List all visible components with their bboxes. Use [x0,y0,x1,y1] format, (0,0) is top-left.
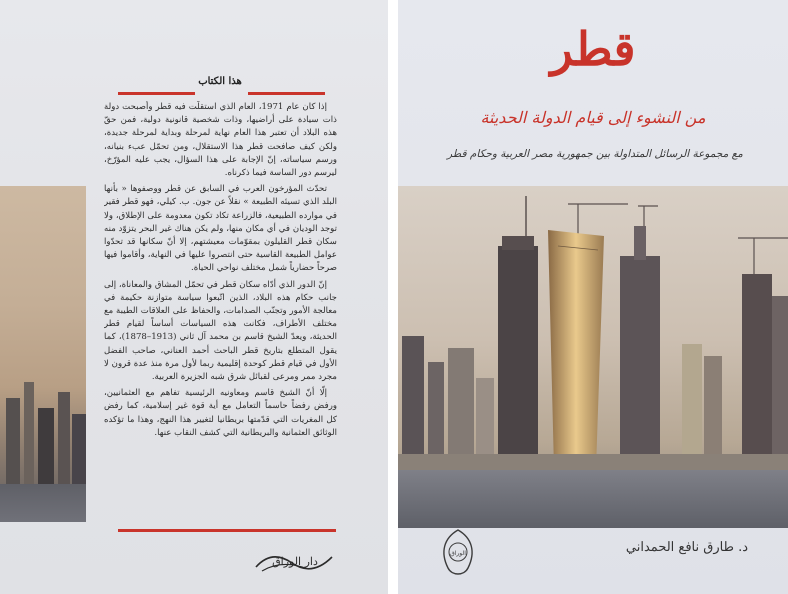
back-photo-water [0,484,86,522]
back-cover-body [104,101,337,521]
publisher-name: دار الوراق [272,555,318,568]
publisher-logo [252,545,338,575]
body-paragraph-4: إلّا أنّ الشيخ قاسم ومعاونيه الرئيسية تفاهم مع العثمانيين، ورفض رفضاً حاسماً التعامل مع أية قوة غير إسلامية، كما رفض كل المغريات التي قدّمتها بريطانيا لتغيير هذا النهج، وهذا ما تؤكده الوثائق العثمانية والبريطانية التي كشف النقاب عنها. [104,388,337,438]
red-divider-right [248,92,325,95]
seal-text: الوراق [450,550,466,557]
publisher-seal-icon [438,528,478,580]
back-cover [0,0,388,594]
body-paragraph-1: إذا كان عام 1971، العام الذي استقلّت فيه قطر وأصبحت دولة ذات سيادة على أراضيها، وذات شخصية قانونية دولية، فمن حقّ هذه البلاد أن تعتبر هذا العام نهاية لمرحلة وبداية لمرحلة جديدة، ولكن كيف صافحت قطر هذا الاستقلال، ومن تحمّل عبء بنيانه، ورسم سياساته، إنّ الإجابة على هذا السؤال، يجب عليه المؤرّخ، ليرسم دور الساسة فيما ذكرناه. [104,102,337,179]
front-cover [398,0,788,594]
doha-skyline-photo [398,186,788,528]
book-subtitle: من النشوء إلى قيام الدولة الحديثة [480,108,706,127]
book-tagline: مع مجموعة الرسائل المتداولة بين جمهورية مصر العربية وحكام قطر [447,148,743,160]
book-title: قطر [550,22,636,76]
author-name: د. طارق نافع الحمداني [625,540,748,555]
back-cover-skyline-photo [0,186,86,522]
red-divider-bottom [118,529,336,532]
body-paragraph-3: إنّ الدور الذي أدّاه سكان قطر في تحمّل المشاق والمعاناة، إلى جانب حكام هذه البلاد، الذين اتّبعوا سياسة متوازنة حكيمة في معالجة الأمور وتجنّب الصدامات، والحفاظ على العلاقات الطيبة مع مختلف الأطراف، فكانت هذه السياسات أساساً لقيام قطر الحديثة، ويعدّ الشيخ قاسم بن محمد آل ثاني (1913–1878)، كما يقول المتطلع بتاريخ قطر الباحث أحمد العناني، صاحب الفضل الأول في قيام قطر كوحدة إقليمية ربما لأول مرة منذ عدة قرون لا مجرد ممر ومرعى لقبائل شرق شبه الجزيرة العربية. [104,279,337,383]
red-divider-left [118,92,195,95]
back-section-title: هذا الكتاب [198,76,242,87]
body-paragraph-2: تحدّث المؤرخون العرب في السابق عن قطر ووصفوها « بأنها البلد الذي تسيئه الطبيعة » نقلاً عن جون. ب. كيلي، فهو قطر فقير في موارده الطبيعية، فالزراعة تكاد تكون معدومة على الإطلاق، ولا توجد الوديان في أي مكان منها، ولم يكن هناك غير البحر يتزوّد منه سكان قطر القليلون بمقوّمات معيشتهم، إلا أنّ سكانها قد تحدّوا عوامل الطبيعة القاسية حتى انتصروا عليها في النهاية، وأقاموا فيها صرحاً حضارياً شمل مختلف نواحي الحياة. [104,184,337,274]
